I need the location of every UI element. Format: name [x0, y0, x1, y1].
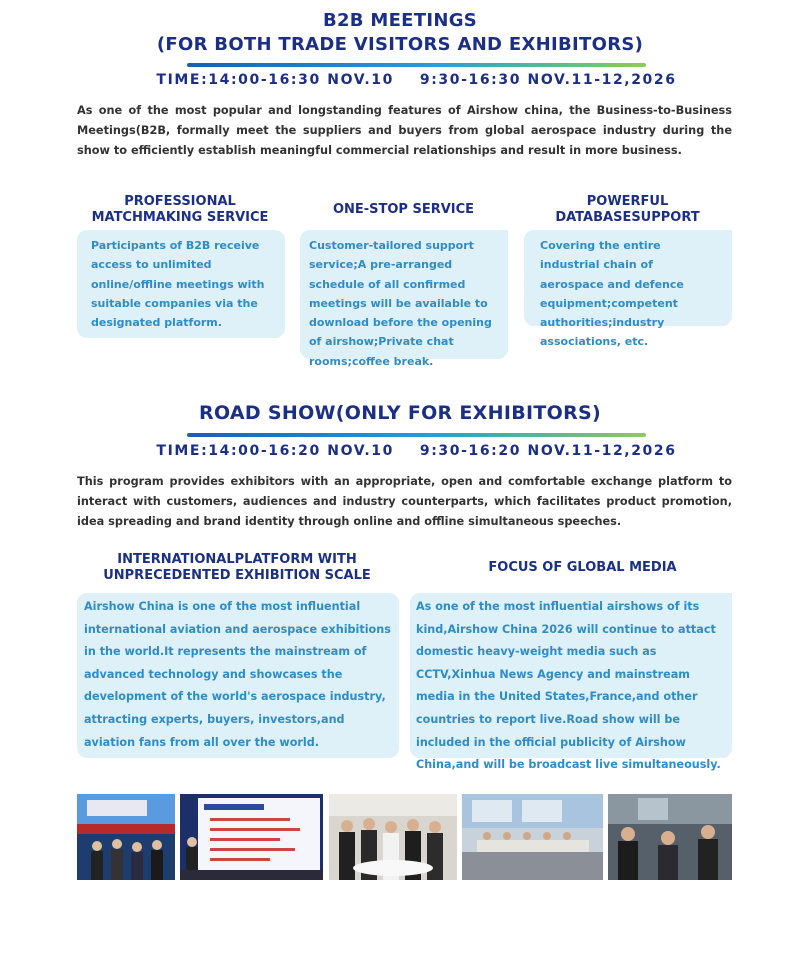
- roadshow-feature-title-platform-line2: UNPRECEDENTED EXHIBITION SCALE: [103, 568, 371, 583]
- title-underline: [187, 63, 646, 67]
- roadshow-feature-title-platform: [77, 552, 397, 584]
- b2b-feature-title-database: POWERFUL DATABASESUPPORT: [555, 194, 700, 225]
- roadshow-feature-box-media: [410, 593, 732, 772]
- title-underline: [187, 433, 646, 437]
- photo-discussion: [608, 794, 732, 880]
- b2b-feature-text-matchmaking: Participants of B2B receive access to unlimited online/offline meetings with suitable companies via the designated platform.: [91, 239, 265, 330]
- roadshow-time: TIME:14:00-16:20 NOV.10 9:30-16:20 NOV.11-12,2026: [156, 443, 677, 459]
- photo-presentation: [180, 794, 323, 880]
- roadshow-feature-title-media: FOCUS OF GLOBAL MEDIA: [488, 560, 677, 575]
- b2b-feature-box-database: [524, 230, 732, 349]
- b2b-intro: As one of the most popular and longstanding features of Airshow china, the Business-to-Business Meetings(B2B, formally meet the suppliers and buyers from global aerospace industry during the show to efficiently establish meaningful commercial relationships and result in more business.: [77, 104, 732, 157]
- b2b-title-line2: (FOR BOTH TRADE VISITORS AND EXHIBITORS): [156, 34, 644, 55]
- roadshow-feature-box-platform: [77, 593, 399, 758]
- b2b-feature-box-one-stop: [300, 230, 508, 368]
- photo-group: [329, 794, 457, 880]
- b2b-feature-text-database: Covering the entire industrial chain of aerospace and defence equipment;competent authorities;industry associations, etc.: [540, 239, 684, 349]
- b2b-feature-title-matchmaking: PROFESSIONAL MATCHMAKING SERVICE: [91, 194, 269, 225]
- roadshow-intro: This program provides exhibitors with an appropriate, open and comfortable exchange platform to interact with customers, audiences and industry counterparts, which facilitates product promotion, idea spreading and brand identity through online and offline simultaneous speeches.: [77, 475, 732, 528]
- photo-meeting-room: [462, 794, 603, 880]
- roadshow-feature-text-media: As one of the most influential airshows of its kind,Airshow China 2026 will continue to attact domestic heavy-weight media such as CCTV,Xinhua News Agency and mainstream media in the United States,France,and other countries to report live.Road show will be included in the official publicity of Airshow China,and will be broadcast live simultaneously.: [416, 600, 721, 772]
- b2b-feature-text-one-stop: Customer-tailored support service;A pre-arranged schedule of all confirmed meetings will be available to download before the opening of airshow;Private chat rooms;coffee break.: [309, 239, 492, 368]
- b2b-time: TIME:14:00-16:30 NOV.10 9:30-16:30 NOV.11-12,2026: [156, 72, 677, 88]
- b2b-feature-title-one-stop: ONE-STOP SERVICE: [332, 202, 475, 217]
- photo-expo-stage: [77, 794, 175, 880]
- roadshow-feature-text-platform: Airshow China is one of the most influential international aviation and aerospace exhibitions in the world.It represents the mainstream of advanced technology and showcases the development of the world's aerospace industry, attracting experts, buyers, investors,and aviation fans from all over the world.: [84, 600, 391, 749]
- b2b-feature-box-matchmaking: [77, 230, 285, 338]
- b2b-title: [0, 9, 800, 57]
- roadshow-title: ROAD SHOW(ONLY FOR EXHIBITORS): [199, 402, 601, 424]
- b2b-title-line1: B2B MEETINGS: [322, 10, 478, 31]
- roadshow-feature-title-platform-line1: INTERNATIONALPLATFORM WITH: [117, 552, 357, 567]
